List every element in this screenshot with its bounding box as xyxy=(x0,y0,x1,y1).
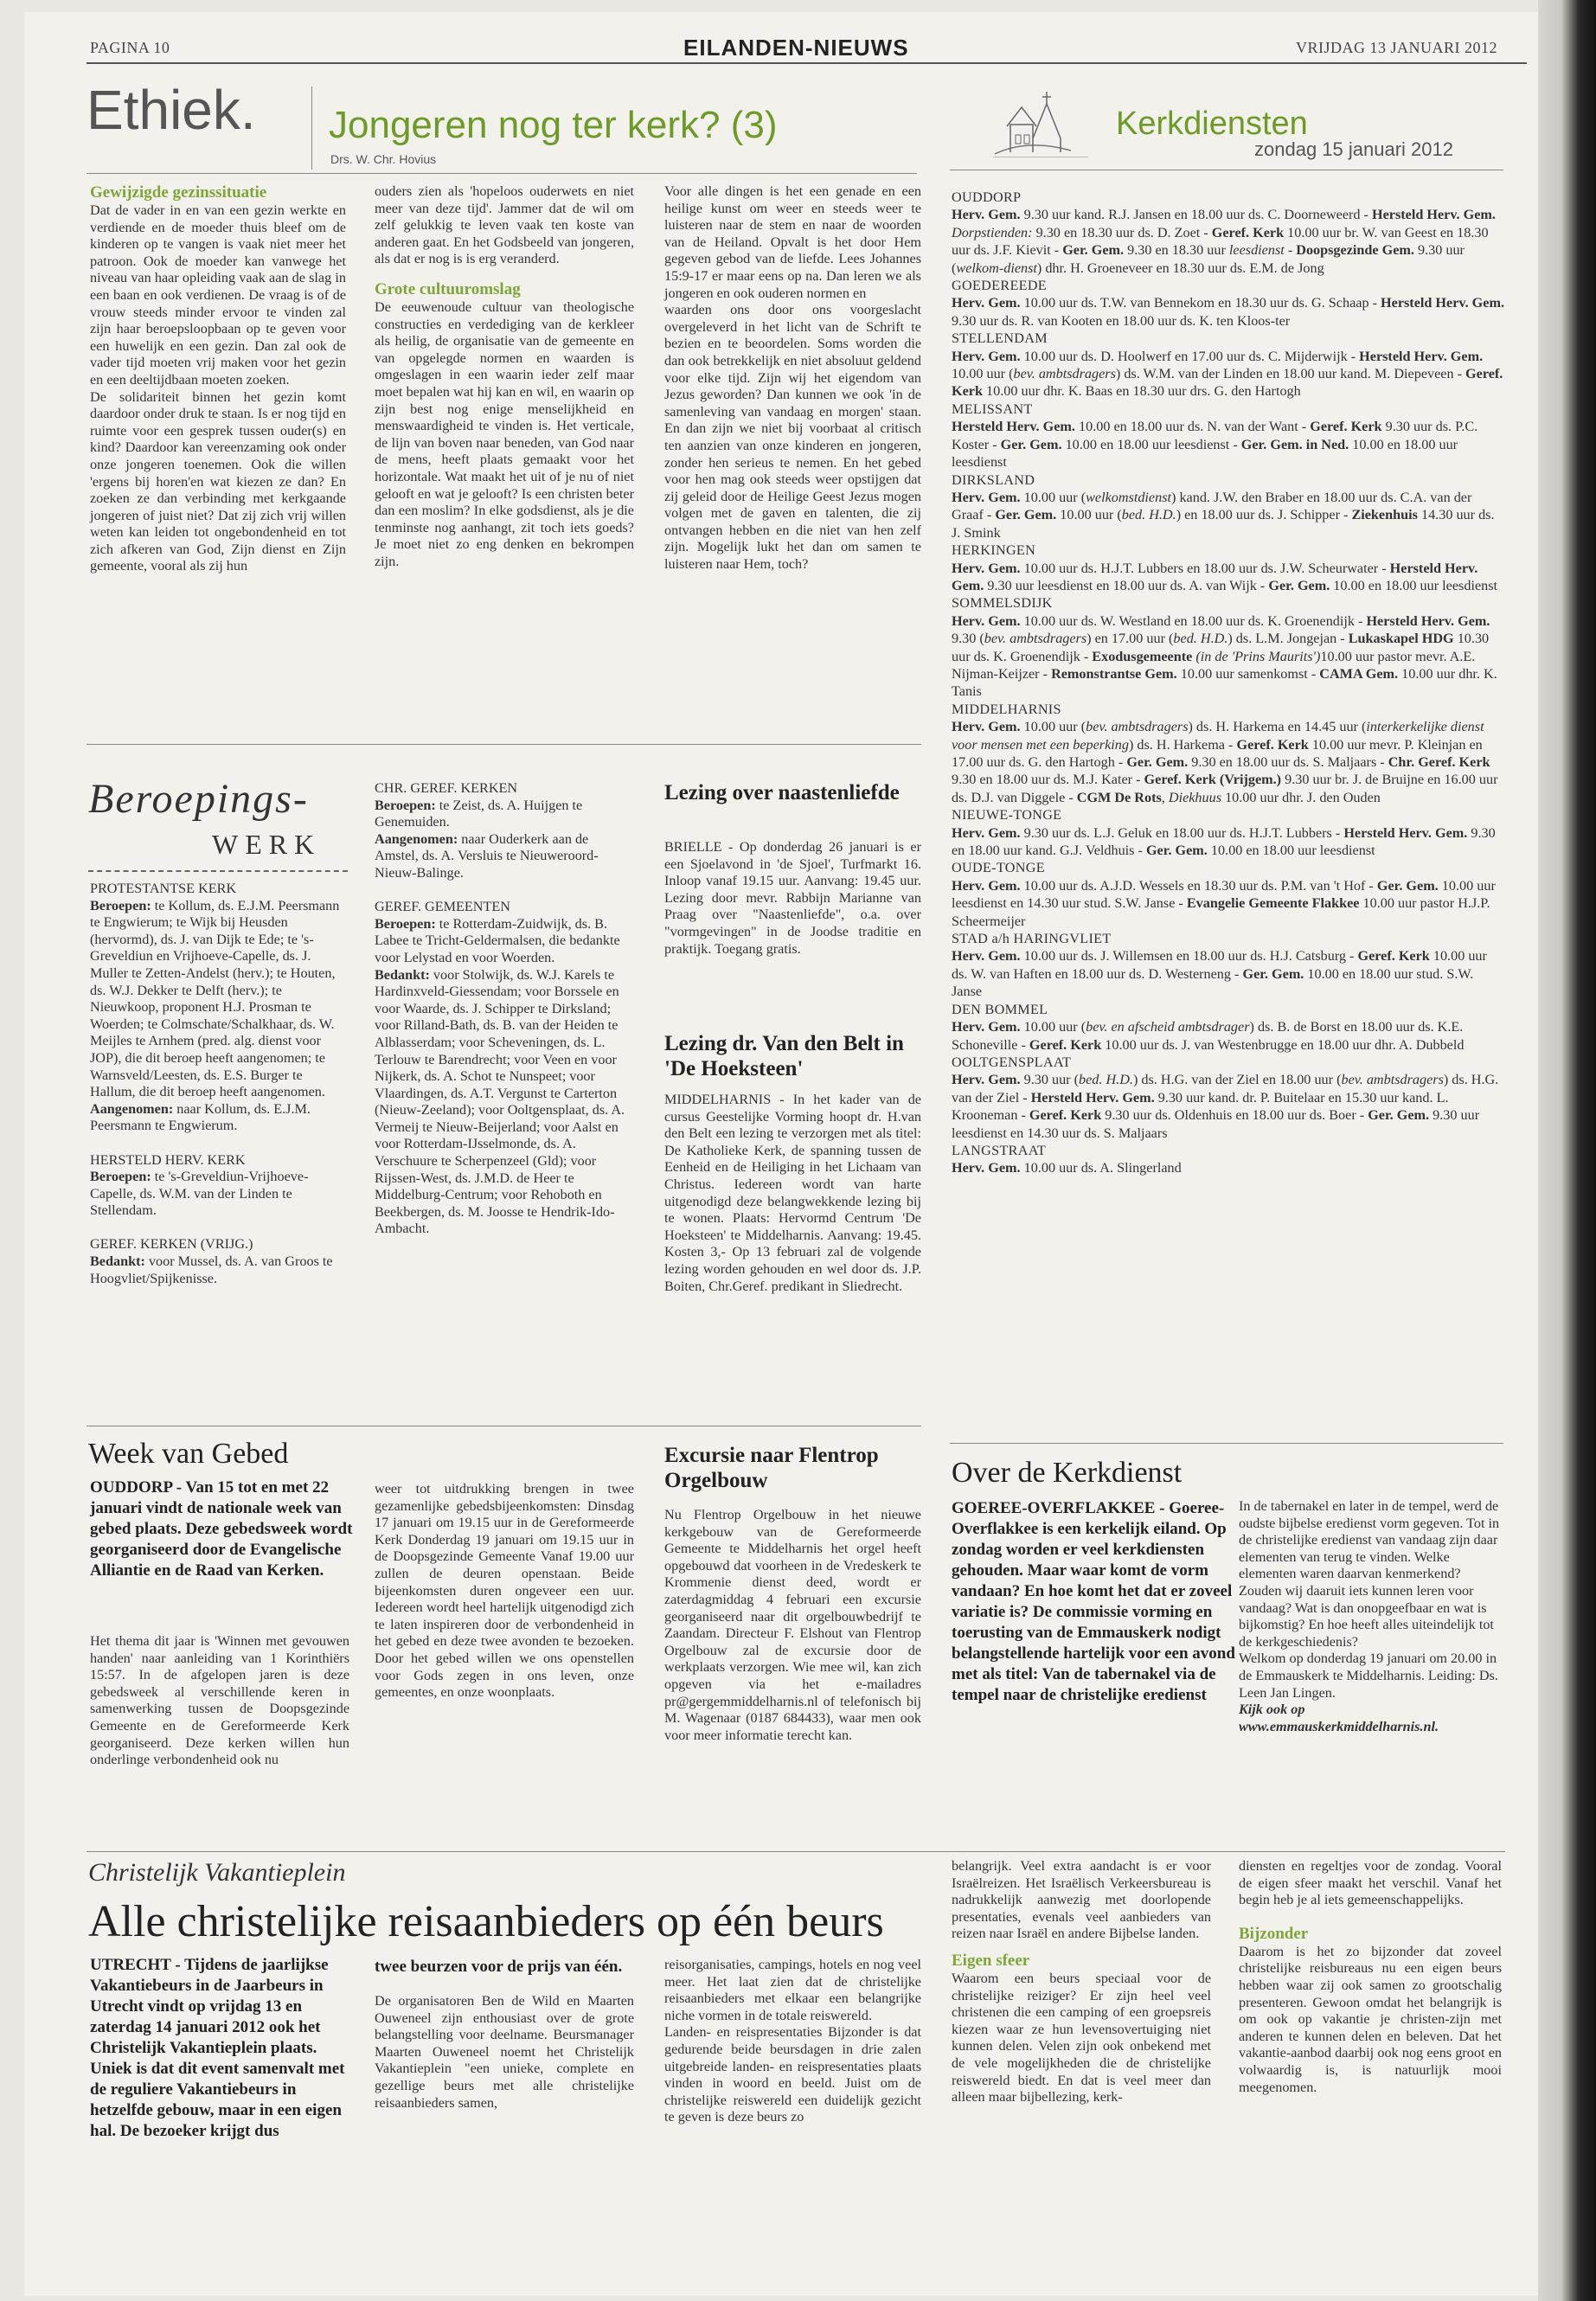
lezing-naastenliefde-body: BRIELLE - Op donderdag 26 januari is er een Sjoelavond in 'de Sjoel', Turfmarkt 16. Inloop vanaf 19.15 uur. Aanvang: 19.45 uur. Lezing door mevr. Rabbijn Marianne van Praag over "Naastenliefde", o.a. over "vormgevingen" in de Joodse traditie en praktijk. Toegang gratis. xyxy=(664,839,921,957)
ethiek-article-title: Jongeren nog ter kerk? (3) xyxy=(329,104,778,146)
beroepings-col1-paragraph: PROTESTANTSE KERK xyxy=(90,881,237,896)
ethiek-column-3 xyxy=(664,183,921,574)
kerk-services: Herv. Gem. 10.00 uur ds. J. Willemsen en 18.00 uur ds. H.J. Catsburg - Geref. Kerk 10.00 uur ds. W. van Haften en 18.00 uur ds. D. Westerneng - Ger. Gem. 10.00 en 18.00 uur stud. S.W. Janse xyxy=(952,948,1487,1000)
vakantie-col-3 xyxy=(664,1957,921,2126)
vakantie-kicker: Christelijk Vakantieplein xyxy=(88,1858,346,1887)
ethiek-rule xyxy=(87,173,917,174)
over-kerkdienst-lead: GOEREE-OVERFLAKKEE - Goeree-Overflakkee is een kerkelijk eiland. Op zondag worden er veel kerkdiensten gehouden. Maar waar komt de vorm vandaan? En hoe komt het dat er zoveel variatie is? De commissie vorming en toerusting van de Emmauskerk nodigt belangstellende hartelijk voor een avond met als titel: Van de tabernakel via de tempel naar de christelijke eredienst xyxy=(952,1499,1235,1704)
over-kerkdienst-body-1: In de tabernakel en later in de tempel, werd de oudste bijbelse eredienst vorm gegeven. Tot in de christelijke eredienst van vandaag zijn daar elementen van terug te vinden. Welke elementen waren daarvan kenmerkend? Zouden wij daaruit iets kunnen leren voor vandaag? Wat is dan onopgeefbaar en wat is bijkomstig? En hoe heeft alles uiteindelijk tot de kerkgeschiedenis? xyxy=(1239,1498,1500,1650)
kerk-place: DEN BOMMEL xyxy=(952,1001,1048,1017)
kerkdiensten-title: Kerkdiensten xyxy=(1116,106,1308,142)
beroepings-col1-paragraph: Beroepen: te 's-Greveldiun-Vrijhoeve-Capelle, ds. W.M. van der Linden te Stellendam. xyxy=(90,1169,309,1219)
over-kerkdienst-body-2: Welkom op donderdag 19 januari om 20.00 in de Emmauskerk te Middelharnis. Leiding: Ds. Leen Jan Lingen. xyxy=(1239,1650,1498,1701)
beroepings-col1-paragraph xyxy=(90,1135,349,1152)
beroepings-col2-paragraph: Bedankt: voor Stolwijk, ds. W.J. Karels te Hardinxveld-Giessendam; voor Borssele en voor Waarde, ds. J. Schipper te Dirksland; voor Rilland-Bath, ds. B. van der Heiden te Alblasserdam; voor Scheveningen, ds. L. Terlouw te Barendrecht; voor Veen en voor Nijkerk, ds. A. Schot te Nunspeet; voor Vlaardingen, ds. A.T. Vergunst te Carterton (Nieuw-Zeeland); voor Ooltgensplaat, ds. A. Vermeij te Nieuw-Beijerland; voor Aalst en voor Rotterdam-IJsselmonde, ds. A. Verschuure te Scherpenzeel (Gld); voor Rijssen-West, ds. J.M.D. de Heer te Middelburg-Centrum; voor Rehoboth en Beekbergen, ds. M. Joosse te Hendrik-Ido-Ambacht. xyxy=(375,966,625,1237)
beroepings-col1-paragraph: Bedankt: voor Mussel, ds. A. van Groos te Hoogvliet/Spijkenisse. xyxy=(90,1253,333,1286)
ethiek-col2-paragraph: De eeuwenoude cultuur van theologische constructies en verdediging van de kerkleer als heilig, de organisatie van de gemeente en van opgelegde normen en waarden is omgeslagen in een waarin ieder zelf maar moet bepalen wat hij kan en wil, en waarin op zijn best nog enige menselijkheid en menswaardigheid te vinden is. Het verticale, de lijn van boven naar beneden, van God naar de mens, heeft plaats gemaakt voor het horizontale. Wat maakt het uit of je nu of niet gelooft en wat je gelooft? Is een christen beter dan een moslim? In elke godsdienst, als je die tenminste nog aanhangt, zit toch iets goeds? Je moet niet zo eng denken en bekrompen zijn. xyxy=(375,298,634,569)
beroepings-col2-paragraph: Beroepen: te Rotterdam-Zuidwijk, ds. B. Labee te Tricht-Geldermalsen, die bedankte voor Lelystad en voor Woerden. xyxy=(375,915,620,965)
ethiek-col1-paragraph: De solidariteit binnen het gezin komt daardoor onder druk te staan. Is er nog tijd en ruimte voor een gesprek tussen ouder(s) en kind? Daardoor kan vereenzaming ook onder onze jongeren toenemen. Ook die willen 'ergens bij horen'en wat kiezen ze dan? En zoeken ze dan verbinding met kerkgaande jongeren of juist niet? Dat zij zich vrij willen weten kan leiden tot ongebondenheid en tot zich afkeren van God, Zijn dienst en Zijn gemeente, vooral als zij hun xyxy=(90,388,346,574)
kerk-services: Herv. Gem. 10.00 uur ds. D. Hoolwerf en 17.00 uur ds. C. Mijderwijk - Hersteld Herv. Gem. 10.00 uur (bev. ambtsdragers) ds. W.M. van der Linden en 18.00 uur kand. M. Diepeveen - Geref. Kerk 10.00 uur dhr. K. Baas en 18.30 uur drs. G. den Hartogh xyxy=(952,348,1503,400)
beroepings-title: Beroepings- xyxy=(88,776,309,822)
ethiek-col2-subheading: Grote cultuuromslag xyxy=(375,279,521,298)
kerk-services: Herv. Gem. 10.00 uur (welkomstdienst) kand. J.W. den Braber en 18.00 uur ds. C.A. van der Graaf - Ger. Gem. 10.00 uur (bed. H.D.) en 18.00 uur ds. J. Schipper - Ziekenhuis 14.30 uur ds. J. Smink xyxy=(952,489,1495,541)
week-van-gebed-body-2: weer tot uitdrukking brengen in twee gezamenlijke gebedsbijeenkomsten: Dinsdag 17 januari om 19.15 uur in de Gereformeerde Kerk Donderdag 19 januari om 19.15 uur in de Doopsgezinde Gemeente Vanaf 19.00 uur zullen de deuren openstaan. Beide bijeenkomsten duren ongeveer een uur. Iedereen wordt heel hartelijk uitgenodigd zich te laten inspireren door de verbondenheid in het gebed en deze twee avonden te bezoeken. Door het gebed willen we ons openstellen voor Gods zegen in ons leven, onze gemeentes, en onze woonplaats. xyxy=(375,1481,634,1701)
vakantie-col-2-lead: twee beurzen voor de prijs van één. xyxy=(375,1958,623,1976)
beroepings-col2-paragraph: CHR. GEREF. KERKEN xyxy=(375,780,518,796)
kerk-services: Herv. Gem. 10.00 uur ds. W. Westland en 18.00 uur ds. K. Groenendijk - Hersteld Herv. Gem. 9.30 (bev. ambtsdragers) en 17.00 uur (bed. H.D.) ds. L.M. Jongejan - Lukaskapel HDG 10.30 uur ds. K. Groenendijk - Exodusgemeente (in de 'Prins Maurits')10.00 uur pastor mevr. A.E. Nijman-Keijzer - Remonstrantse Gem. 10.00 uur samenkomst - CAMA Gem. 10.00 uur dhr. K. Tanis xyxy=(952,612,1497,700)
beroepings-col2-paragraph: GEREF. GEMEENTEN xyxy=(375,899,510,915)
beroepings-col1-paragraph: HERSTELD HERV. KERK xyxy=(90,1151,246,1168)
beroepings-col1-paragraph: GEREF. KERKEN (VRIJG.) xyxy=(90,1236,253,1253)
vakantie-col-4-body-2: Waarom een beurs speciaal voor de christelijke reiziger? Er zijn heel veel christenen die een camping of een groepsreis kiezen waar ze hun levensovertuiging niet kunnen delen. Velen zijn ook onbekend met de vele mogelijkheden die de christelijke reiswereld biedt. En dat is veel meer dan alleen maar bijbellezing, kerk- xyxy=(952,1970,1211,2106)
kerk-place: DIRKSLAND xyxy=(952,471,1035,488)
kerk-place: OUDE-TONGE xyxy=(952,860,1045,876)
week-van-gebed-title: Week van Gebed xyxy=(88,1438,289,1470)
vakantie-col-5-body: diensten en regeltjes voor de zondag. Vooral de eigen sfeer maakt het verschil. Vanaf het begin heb je al iets gemeenschappelijks. xyxy=(1239,1858,1502,1908)
kerkdiensten-date: zondag 15 januari 2012 xyxy=(1254,138,1453,160)
bottom-section-rule xyxy=(87,1851,1505,1852)
kerk-services: Herv. Gem. 10.00 uur ds. A. Slingerland xyxy=(952,1160,1182,1176)
ethiek-column-1 xyxy=(90,183,346,575)
ethiek-col3-paragraph: Voor alle dingen is het een genade en een heilige kunst om weer en steeds weer te luisteren naar de stem en naar de woorden van de Heiland. Opvalt is het door Hem gegeven gebod van de liefde. Lees Johannes 15:9-17 er maar eens op na. Dan leren we als jongeren en ook ouderen normen en xyxy=(664,183,921,301)
vakantie-col-3-body-2: Landen- en reispresentaties Bijzonder is dat gedurende beide beursdagen in drie zalen uitgebreide landen- en reispresentaties plaats vinden in woord en beeld. Juist om de christelijke reiswereld een duidelijk gezicht te geven is deze beurs zo xyxy=(664,2024,921,2125)
beroepings-title-werk: WERK xyxy=(212,829,322,860)
vakantie-col-4-sub: Eigen sfeer xyxy=(952,1951,1030,1970)
beroepings-rule xyxy=(88,870,348,872)
beroepings-col2-paragraph: Beroepen: te Zeist, ds. A. Huijgen te Genemuiden. xyxy=(375,797,583,830)
kerk-place: STAD a/h HARINGVLIET xyxy=(952,931,1112,947)
ethiek-col1-subheading: Gewijzigde gezinssituatie xyxy=(90,183,267,202)
beroepings-col1-paragraph: Aangenomen: naar Kollum, ds. E.J.M. Peersmann te Engwierum. xyxy=(90,1100,311,1134)
kerk-services: Herv. Gem. 10.00 uur (bev. en afscheid ambtsdrager) ds. B. de Borst en 18.00 uur ds. K.E. Schoneville - Geref. Kerk 10.00 uur ds. J. van Westenbrugge en 18.00 uur dhr. A. Dubbeld xyxy=(952,1019,1465,1053)
ethiek-col1-paragraph: Dat de vader in en van een gezin werkte en verdiende en de moeder thuis bleef om de kinderen op te vangen is vaak niet meer het patroon. Ook de moeder kan vanwege het niveau van haar opleiding vaak aan de slag in een baan en ook verdienen. De vraag is of de vrouw steeds minder ervoor te vinden zal zijn haar beroepsloopbaan op te geven voor een huwelijk en een gezin. Dan zal ook de vader tijd moeten vrij maken voor het gezin en een deeltijdbaan moeten zoeken. xyxy=(90,202,346,388)
lezing-vandenbelt-body: MIDDELHARNIS - In het kader van de cursus Geestelijke Vorming hoopt dr. H.van den Belt een lezing te verzorgen met als titel: De Katholieke Kerk, de spanning tussen de Eenheid en de Heiliging in het Lichaam van Christus. Iedereen wordt van harte uitgenodigd deze belangwekkende lezing bij te wonen. Plaats: Hervormd Centrum 'De Hoeksteen' te Middelharnis. Aanvang: 19.45. Kosten 3,- Op 13 februari zal de volgende lezing worden gehouden en wel door ds. J.P. Boiten, Chr.Geref. predikant in Sliedrecht. xyxy=(664,1092,921,1294)
ethiek-bottom-rule xyxy=(87,744,921,745)
vakantie-col-2 xyxy=(375,1957,634,2112)
lezing-naastenliefde-title: Lezing over naastenliefde xyxy=(664,781,900,804)
church-drawing-icon xyxy=(993,87,1088,157)
vakantie-col-5-sub: Bijzonder xyxy=(1239,1924,1309,1943)
vakantie-col-5 xyxy=(1239,1858,1502,2096)
ethiek-col3-paragraph: waarden ons door ons voorgeslacht overgeleverd in het licht van de Schrift te bezien en te beoordelen. Soms worden die dan ook betrekkelijk en niet absoluut geldend voor elke tijd. Zijn wij het eigendom van Jezus geworden? Dan kunnen we ook 'in de samenleving van vandaag en morgen' staan. En dan zijn we niet bij voorbaat al critisch ten aanzien van onze kinderen en jongeren, zonder hen serieus te nemen. En het gebed voor hen mag ook steeds weer opstijgen dat zij geleid door de Heilige Geest Jezus mogen volgen met de gaven en talenten, die zij ontvangen hebben en die niet van hen zelf zijn. Mogelijk lukt het dan om samen te luisteren naar Hem, toch? xyxy=(664,302,921,573)
kerk-services: Herv. Gem. 9.30 uur (bed. H.D.) ds. H.G. van der Ziel en 18.00 uur (bev. ambtsdragers) ds. H.G. van der Ziel - Hersteld Herv. Gem. 9.30 uur kand. dr. P. Buitelaar en 15.30 uur kand. L. Krooneman - Geref. Kerk 9.30 uur ds. Oldenhuis en 18.00 uur ds. Boer - Ger. Gem. 9.30 uur leesdienst en 14.30 uur ds. S. Maljaars xyxy=(952,1072,1499,1141)
vakantie-col-2-body: De organisatoren Ben de Wild en Maarten Ouweneel zijn enthousiast over de grote belangstelling voor deelname. Beursmanager Maarten Ouweneel noemt het Christelijk Vakantieplein "een unieke, complete en gezellige beurs met alle christelijke reisaanbieders samen, xyxy=(375,1993,634,2111)
vakantie-col-5-body-2: Daarom is het zo bijzonder dat zoveel christelijke reisbureaus nu een eigen beurs hebben waar zij ook samen zo grootschalig presenteren. Gewoon omdat het belangrijk is om ook op vakantie je christen-zijn met anderen te kunnen delen en beleven. Dat het vakantie-aanbod daarbij ook nog eens groot en volwaardig is, is natuurlijk mooi meegenomen. xyxy=(1239,1943,1502,2095)
ethiek-section-title: Ethiek. xyxy=(87,79,256,141)
kerk-place: HERKINGEN xyxy=(952,542,1036,559)
week-van-gebed-body-1: Het thema dit jaar is 'Winnen met gevouwen handen' naar aanleiding van 1 Korinthiërs 15:57. In de afgelopen jaren is deze gebedsweek al verschillende keren in samenwerking tussen de Doopsgezinde Gemeente en de Gereformeerde Kerk georganiseerd. Deze kerken willen hun onderlinge verbondenheid ook nu xyxy=(90,1633,349,1768)
page-number: PAGINA 10 xyxy=(90,39,170,56)
kerk-place: OOLTGENSPLAAT xyxy=(952,1054,1072,1070)
kerk-services: Herv. Gem. 9.30 uur kand. R.J. Jansen en 18.00 uur ds. C. Doorneweerd - Hersteld Herv. Gem. Dorpstienden: 9.30 en 18.30 uur ds. D. Zoet - Geref. Kerk 10.00 uur br. W. van Geest en 18.30 uur ds. J.F. Kievit - Ger. Gem. 9.30 en 18.30 uur leesdienst - Doopsgezinde Gem. 9.30 uur (welkom-dienst) dhr. H. Groeneveer en 18.30 uur ds. E.M. de Jong xyxy=(952,207,1496,276)
kerk-place: SOMMELSDIJK xyxy=(952,595,1053,612)
kerk-place: MIDDELHARNIS xyxy=(952,701,1061,717)
kerk-services: Herv. Gem. 10.00 uur ds. A.J.D. Wessels en 18.30 uur ds. P.M. van 't Hof - Ger. Gem. 10.00 uur leesdienst en 14.30 uur stud. S.W. Janse - Evangelie Gemeente Flakkee 10.00 uur pastor H.J.P. Scheermeijer xyxy=(952,877,1496,929)
issue-date: VRIJDAG 13 JANUARI 2012 xyxy=(1296,39,1498,56)
kerk-services: Herv. Gem. 10.00 uur ds. H.J.T. Lubbers en 18.00 uur ds. J.W. Scheurwater - Hersteld Herv. Gem. 9.30 uur leesdienst en 18.00 uur ds. A. van Wijk - Ger. Gem. 10.00 en 18.00 uur leesdienst xyxy=(952,560,1498,593)
kerk-services: Hersteld Herv. Gem. 10.00 en 18.00 uur ds. N. van der Want - Geref. Kerk 9.30 uur ds. P.C. Koster - Ger. Gem. 10.00 en 18.00 uur leesdienst - Ger. Gem. in Ned. 10.00 en 18.00 uur leesdienst xyxy=(952,419,1478,471)
scan-edge xyxy=(1538,0,1596,2301)
vakantie-col-4-body: belangrijk. Veel extra aandacht is er voor Israëlreizen. Het Israëlisch Verkeersbureau is nadrukkelijk aanwezig met doorlopende presentaties, evenals veel aanbieders van reizen naar Israël en andere Bijbelse landen. xyxy=(952,1858,1211,1942)
beroepings-col1-paragraph: Beroepen: te Kollum, ds. E.J.M. Peersmann te Engwierum; te Wijk bij Heusden (hervormd), ds. J. van Dijk te Ede; te 's-Greveldiun en Vrijhoeve-Capelle, ds. J. Muller te Zetten-Andelst (herv.); te Houten, ds. W.J. Dekker te Delft (herv.); te Nieuwkoop, proponent H.J. Prosman te Woerden; te Colmschate/Schalkhaar, ds. W. Meijles te Arnhem (pred. alg. dienst voor JOP), die dit beroep heeft aangenomen; te Warnsveld/Leesten, ds. E.S. Burger te Hallum, die dit beroep heeft aangenomen. xyxy=(90,897,340,1100)
beroepings-col2-paragraph xyxy=(375,882,634,900)
kerk-services: Herv. Gem. 10.00 uur ds. T.W. van Bennekom en 18.30 uur ds. G. Schaap - Hersteld Herv. Gem. 9.30 uur ds. R. van Kooten en 18.00 uur ds. K. ten Kloos-ter xyxy=(952,295,1504,329)
over-kerkdienst-link[interactable]: Kijk ook op www.emmauskerkmiddelharnis.nl. xyxy=(1239,1702,1439,1734)
kerk-place: LANGSTRAAT xyxy=(952,1142,1047,1158)
excursie-title: Excursie naar Flentrop Orgelbouw xyxy=(664,1444,879,1492)
beroepings-column-1 xyxy=(90,881,349,1287)
kerk-services: Herv. Gem. 10.00 uur (bev. ambtsdragers) ds. H. Harkema en 14.45 uur (interkerkelijke dienst voor mensen met een beperking) ds. H. Harkema - Geref. Kerk 10.00 uur mevr. P. Kleinjan en 17.00 uur ds. G. den Hartogh - Ger. Gem. 9.30 en 18.00 uur ds. S. Maljaars - Chr. Geref. Kerk 9.30 en 18.00 uur ds. M.J. Kater - Geref. Kerk (Vrijgem.) 9.30 uur br. J. de Bruijne en 16.00 uur ds. D.J. van Diggele - CGM De Rots, Diekhuus 10.00 uur dhr. J. den Ouden xyxy=(952,719,1498,805)
kerkdiensten-bottom-rule xyxy=(950,1443,1503,1444)
ethiek-author: Drs. W. Chr. Hovius xyxy=(330,152,437,166)
week-van-gebed-lead: OUDDORP - Van 15 tot en met 22 januari vindt de nationale week van gebed plaats. Deze gebedsweek wordt georganiseerd door de Evangelische Alliantie en de Raad van Kerken. xyxy=(90,1478,353,1580)
kerk-place: OUDDORP xyxy=(952,189,1022,205)
kerk-place: GOEDEREEDE xyxy=(952,278,1047,294)
ethiek-divider xyxy=(311,87,312,170)
beroepings-col2-paragraph: Aangenomen: naar Ouderkerk aan de Amstel, ds. A. Versluis te Nieuweroord-Nieuw-Balinge. xyxy=(375,830,599,881)
over-kerkdienst-title: Over de Kerkdienst xyxy=(952,1457,1183,1489)
excursie-body: Nu Flentrop Orgelbouw in het nieuwe kerkgebouw van de Gereformeerde Gemeente te Middelharnis het orgel heeft opgebouwd dat voorheen in de Vredeskerk te Krommenie dienst deed, wordt er zaterdagmiddag 4 februari een excursie georganiseerd naar dit orgelbouwbedrijf te Zaandam. Directeur F. Elshout van Flentrop Orgelbouw zal de excursie door de werkplaats verzorgen. Wie mee wil, kan zich opgeven via het e-mailadres pr@gergemmiddelharnis.nl of telefonisch bij M. Wagenaar (0187 684433), waar men ook voor meer informatie terecht kan. xyxy=(664,1507,921,1743)
kerk-place: MELISSANT xyxy=(952,401,1033,417)
vakantie-col-4 xyxy=(952,1858,1211,2106)
kerk-place: NIEUWE-TONGE xyxy=(952,807,1062,824)
vakantie-lead: UTRECHT - Tijdens de jaarlijkse Vakantiebeurs in de Jaarbeurs in Utrecht vindt op vrijdag 13 en zaterdag 14 januari 2012 ook het Christelijk Vakantieplein plaats. Uniek is dat dit event samenvalt met de reguliere Vakantiebeurs in hetzelfde gebouw, maar in een eigen hal. De bezoeker krijgt dus xyxy=(90,1956,345,2140)
kerk-place: STELLENDAM xyxy=(952,330,1048,347)
header-rule xyxy=(87,62,1527,64)
masthead: EILANDEN-NIEUWS xyxy=(683,35,909,61)
beroepings-col1-paragraph xyxy=(90,1220,349,1237)
lezing-vandenbelt-title: Lezing dr. Van den Belt in 'De Hoeksteen' xyxy=(664,1032,904,1080)
vakantie-col-3-body: reisorganisaties, campings, hotels en nog veel meer. Het laat zien dat de christelijke reisaanbieders met elkaar een belangrijke niche vormen in de totale reiswereld. xyxy=(664,1957,921,2023)
beroepings-column-2 xyxy=(375,780,634,1238)
over-kerkdienst-body xyxy=(1239,1498,1502,1735)
ethiek-col2-paragraph: ouders zien als 'hopeloos ouderwets en niet meer van deze tijd'. Jammer dat de wil om zelf gelukkig te leven vaak ten koste van anderen gaat. En het Godsbeeld van jongeren, als dat er nog is is erg veranderd. xyxy=(375,183,634,267)
kerkdiensten-list xyxy=(952,189,1505,1177)
ethiek-column-2 xyxy=(375,183,634,570)
vakantie-title: Alle christelijke reisaanbieders op één beurs xyxy=(88,1897,884,1946)
kerk-services: Herv. Gem. 9.30 uur ds. L.J. Geluk en 18.00 uur ds. H.J.T. Lubbers - Hersteld Herv. Gem. 9.30 en 18.00 uur kand. G.J. Veldhuis - Ger. Gem. 10.00 en 18.00 uur leesdienst xyxy=(952,824,1496,859)
